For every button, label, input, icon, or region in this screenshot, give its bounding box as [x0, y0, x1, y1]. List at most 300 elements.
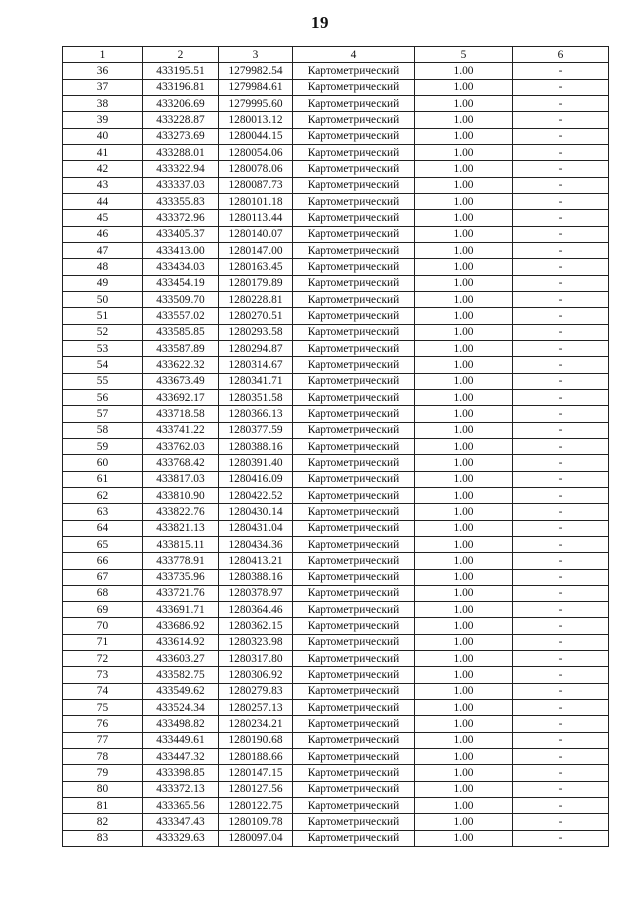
- method-cell: Картометрический: [293, 487, 415, 503]
- accuracy-cell: 1.00: [415, 553, 513, 569]
- y-coordinate-cell: 1280228.81: [219, 291, 293, 307]
- table-row: [63, 455, 609, 471]
- point-number-cell: 62: [63, 487, 143, 503]
- point-number-cell: 79: [63, 765, 143, 781]
- accuracy-cell: 1.00: [415, 79, 513, 95]
- accuracy-cell: 1.00: [415, 749, 513, 765]
- y-coordinate-cell: 1280257.13: [219, 700, 293, 716]
- method-cell: Картометрический: [293, 569, 415, 585]
- accuracy-cell: 1.00: [415, 520, 513, 536]
- y-coordinate-cell: 1280434.36: [219, 536, 293, 552]
- note-cell: -: [513, 716, 609, 732]
- note-cell: -: [513, 63, 609, 79]
- note-cell: -: [513, 487, 609, 503]
- y-coordinate-cell: 1280366.13: [219, 406, 293, 422]
- method-cell: Картометрический: [293, 700, 415, 716]
- coordinates-table: [62, 46, 609, 847]
- x-coordinate-cell: 433778.91: [143, 553, 219, 569]
- x-coordinate-cell: 433228.87: [143, 112, 219, 128]
- table-row: [63, 536, 609, 552]
- x-coordinate-cell: 433810.90: [143, 487, 219, 503]
- x-coordinate-cell: 433449.61: [143, 732, 219, 748]
- table-body: [63, 63, 609, 847]
- method-cell: Картометрический: [293, 340, 415, 356]
- table-row: [63, 585, 609, 601]
- accuracy-cell: 1.00: [415, 112, 513, 128]
- note-cell: -: [513, 651, 609, 667]
- x-coordinate-cell: 433509.70: [143, 291, 219, 307]
- accuracy-cell: 1.00: [415, 308, 513, 324]
- column-header: 2: [143, 47, 219, 63]
- table-row: [63, 210, 609, 226]
- x-coordinate-cell: 433735.96: [143, 569, 219, 585]
- y-coordinate-cell: 1280163.45: [219, 259, 293, 275]
- table-row: [63, 700, 609, 716]
- y-coordinate-cell: 1280377.59: [219, 422, 293, 438]
- table-row: [63, 226, 609, 242]
- method-cell: Картометрический: [293, 422, 415, 438]
- note-cell: -: [513, 373, 609, 389]
- point-number-cell: 59: [63, 438, 143, 454]
- note-cell: -: [513, 291, 609, 307]
- note-cell: -: [513, 422, 609, 438]
- y-coordinate-cell: 1280078.06: [219, 161, 293, 177]
- column-header: 3: [219, 47, 293, 63]
- table-row: [63, 242, 609, 258]
- x-coordinate-cell: 433454.19: [143, 275, 219, 291]
- table-row: [63, 177, 609, 193]
- accuracy-cell: 1.00: [415, 95, 513, 111]
- note-cell: -: [513, 357, 609, 373]
- x-coordinate-cell: 433365.56: [143, 798, 219, 814]
- table-row: [63, 259, 609, 275]
- y-coordinate-cell: 1280087.73: [219, 177, 293, 193]
- y-coordinate-cell: 1280388.16: [219, 569, 293, 585]
- accuracy-cell: 1.00: [415, 585, 513, 601]
- point-number-cell: 46: [63, 226, 143, 242]
- point-number-cell: 56: [63, 389, 143, 405]
- method-cell: Картометрический: [293, 406, 415, 422]
- point-number-cell: 55: [63, 373, 143, 389]
- method-cell: Картометрический: [293, 553, 415, 569]
- accuracy-cell: 1.00: [415, 128, 513, 144]
- method-cell: Картометрический: [293, 389, 415, 405]
- accuracy-cell: 1.00: [415, 193, 513, 209]
- accuracy-cell: 1.00: [415, 455, 513, 471]
- note-cell: -: [513, 569, 609, 585]
- method-cell: Картометрический: [293, 79, 415, 95]
- table-row: [63, 553, 609, 569]
- point-number-cell: 70: [63, 618, 143, 634]
- point-number-cell: 71: [63, 634, 143, 650]
- note-cell: -: [513, 504, 609, 520]
- method-cell: Картометрический: [293, 471, 415, 487]
- x-coordinate-cell: 433741.22: [143, 422, 219, 438]
- point-number-cell: 65: [63, 536, 143, 552]
- y-coordinate-cell: 1280270.51: [219, 308, 293, 324]
- accuracy-cell: 1.00: [415, 63, 513, 79]
- table-row: [63, 324, 609, 340]
- note-cell: -: [513, 226, 609, 242]
- table-row: [63, 814, 609, 830]
- x-coordinate-cell: 433822.76: [143, 504, 219, 520]
- table-row: [63, 291, 609, 307]
- x-coordinate-cell: 433582.75: [143, 667, 219, 683]
- point-number-cell: 38: [63, 95, 143, 111]
- y-coordinate-cell: 1280378.97: [219, 585, 293, 601]
- point-number-cell: 68: [63, 585, 143, 601]
- y-coordinate-cell: 1279984.61: [219, 79, 293, 95]
- x-coordinate-cell: 433692.17: [143, 389, 219, 405]
- table-row: [63, 634, 609, 650]
- point-number-cell: 63: [63, 504, 143, 520]
- point-number-cell: 82: [63, 814, 143, 830]
- x-coordinate-cell: 433398.85: [143, 765, 219, 781]
- accuracy-cell: 1.00: [415, 716, 513, 732]
- x-coordinate-cell: 433686.92: [143, 618, 219, 634]
- x-coordinate-cell: 433372.13: [143, 781, 219, 797]
- x-coordinate-cell: 433196.81: [143, 79, 219, 95]
- method-cell: Картометрический: [293, 112, 415, 128]
- point-number-cell: 57: [63, 406, 143, 422]
- note-cell: -: [513, 749, 609, 765]
- y-coordinate-cell: 1280179.89: [219, 275, 293, 291]
- x-coordinate-cell: 433603.27: [143, 651, 219, 667]
- accuracy-cell: 1.00: [415, 732, 513, 748]
- accuracy-cell: 1.00: [415, 340, 513, 356]
- y-coordinate-cell: 1280314.67: [219, 357, 293, 373]
- accuracy-cell: 1.00: [415, 781, 513, 797]
- table-row: [63, 781, 609, 797]
- point-number-cell: 37: [63, 79, 143, 95]
- method-cell: Картометрический: [293, 634, 415, 650]
- table-row: [63, 716, 609, 732]
- method-cell: Картометрический: [293, 63, 415, 79]
- point-number-cell: 36: [63, 63, 143, 79]
- x-coordinate-cell: 433337.03: [143, 177, 219, 193]
- table-row: [63, 765, 609, 781]
- table-row: [63, 749, 609, 765]
- y-coordinate-cell: 1279982.54: [219, 63, 293, 79]
- point-number-cell: 50: [63, 291, 143, 307]
- note-cell: -: [513, 455, 609, 471]
- note-cell: -: [513, 814, 609, 830]
- y-coordinate-cell: 1280109.78: [219, 814, 293, 830]
- y-coordinate-cell: 1280190.68: [219, 732, 293, 748]
- note-cell: -: [513, 177, 609, 193]
- point-number-cell: 81: [63, 798, 143, 814]
- note-cell: -: [513, 79, 609, 95]
- y-coordinate-cell: 1280364.46: [219, 602, 293, 618]
- accuracy-cell: 1.00: [415, 177, 513, 193]
- y-coordinate-cell: 1280416.09: [219, 471, 293, 487]
- method-cell: Картометрический: [293, 95, 415, 111]
- accuracy-cell: 1.00: [415, 634, 513, 650]
- point-number-cell: 75: [63, 700, 143, 716]
- x-coordinate-cell: 433768.42: [143, 455, 219, 471]
- y-coordinate-cell: 1280294.87: [219, 340, 293, 356]
- y-coordinate-cell: 1280422.52: [219, 487, 293, 503]
- method-cell: Картометрический: [293, 683, 415, 699]
- y-coordinate-cell: 1280101.18: [219, 193, 293, 209]
- table-row: [63, 357, 609, 373]
- point-number-cell: 80: [63, 781, 143, 797]
- method-cell: Картометрический: [293, 177, 415, 193]
- y-coordinate-cell: 1280351.58: [219, 389, 293, 405]
- table-row: [63, 193, 609, 209]
- accuracy-cell: 1.00: [415, 814, 513, 830]
- x-coordinate-cell: 433691.71: [143, 602, 219, 618]
- y-coordinate-cell: 1280013.12: [219, 112, 293, 128]
- table-row: [63, 651, 609, 667]
- y-coordinate-cell: 1280122.75: [219, 798, 293, 814]
- accuracy-cell: 1.00: [415, 144, 513, 160]
- note-cell: -: [513, 700, 609, 716]
- table-row: [63, 161, 609, 177]
- x-coordinate-cell: 433762.03: [143, 438, 219, 454]
- x-coordinate-cell: 433498.82: [143, 716, 219, 732]
- note-cell: -: [513, 798, 609, 814]
- point-number-cell: 42: [63, 161, 143, 177]
- method-cell: Картометрический: [293, 357, 415, 373]
- column-header: 5: [415, 47, 513, 63]
- method-cell: Картометрический: [293, 520, 415, 536]
- note-cell: -: [513, 242, 609, 258]
- page-number: 19: [311, 13, 329, 32]
- method-cell: Картометрический: [293, 667, 415, 683]
- accuracy-cell: 1.00: [415, 602, 513, 618]
- note-cell: -: [513, 112, 609, 128]
- table-row: [63, 373, 609, 389]
- x-coordinate-cell: 433721.76: [143, 585, 219, 601]
- accuracy-cell: 1.00: [415, 683, 513, 699]
- x-coordinate-cell: 433413.00: [143, 242, 219, 258]
- point-number-cell: 51: [63, 308, 143, 324]
- x-coordinate-cell: 433821.13: [143, 520, 219, 536]
- point-number-cell: 74: [63, 683, 143, 699]
- x-coordinate-cell: 433372.96: [143, 210, 219, 226]
- method-cell: Картометрический: [293, 438, 415, 454]
- y-coordinate-cell: 1280413.21: [219, 553, 293, 569]
- note-cell: -: [513, 389, 609, 405]
- table-row: [63, 504, 609, 520]
- note-cell: -: [513, 471, 609, 487]
- x-coordinate-cell: 433585.85: [143, 324, 219, 340]
- accuracy-cell: 1.00: [415, 487, 513, 503]
- table-row: [63, 144, 609, 160]
- point-number-cell: 47: [63, 242, 143, 258]
- y-coordinate-cell: 1280147.15: [219, 765, 293, 781]
- note-cell: -: [513, 585, 609, 601]
- point-number-cell: 83: [63, 830, 143, 846]
- y-coordinate-cell: 1280306.92: [219, 667, 293, 683]
- x-coordinate-cell: 433815.11: [143, 536, 219, 552]
- x-coordinate-cell: 433273.69: [143, 128, 219, 144]
- x-coordinate-cell: 433405.37: [143, 226, 219, 242]
- point-number-cell: 49: [63, 275, 143, 291]
- table-row: [63, 683, 609, 699]
- note-cell: -: [513, 536, 609, 552]
- method-cell: Картометрический: [293, 128, 415, 144]
- table-row: [63, 95, 609, 111]
- y-coordinate-cell: 1280323.98: [219, 634, 293, 650]
- note-cell: -: [513, 781, 609, 797]
- accuracy-cell: 1.00: [415, 765, 513, 781]
- column-header: 6: [513, 47, 609, 63]
- accuracy-cell: 1.00: [415, 357, 513, 373]
- x-coordinate-cell: 433355.83: [143, 193, 219, 209]
- point-number-cell: 52: [63, 324, 143, 340]
- point-number-cell: 44: [63, 193, 143, 209]
- method-cell: Картометрический: [293, 536, 415, 552]
- accuracy-cell: 1.00: [415, 324, 513, 340]
- method-cell: Картометрический: [293, 504, 415, 520]
- x-coordinate-cell: 433322.94: [143, 161, 219, 177]
- method-cell: Картометрический: [293, 226, 415, 242]
- table-row: [63, 340, 609, 356]
- method-cell: Картометрический: [293, 144, 415, 160]
- note-cell: -: [513, 128, 609, 144]
- table-row: [63, 389, 609, 405]
- x-coordinate-cell: 433195.51: [143, 63, 219, 79]
- method-cell: Картометрический: [293, 618, 415, 634]
- x-coordinate-cell: 433673.49: [143, 373, 219, 389]
- point-number-cell: 40: [63, 128, 143, 144]
- point-number-cell: 73: [63, 667, 143, 683]
- accuracy-cell: 1.00: [415, 389, 513, 405]
- table-row: [63, 308, 609, 324]
- accuracy-cell: 1.00: [415, 700, 513, 716]
- table-row: [63, 79, 609, 95]
- note-cell: -: [513, 406, 609, 422]
- note-cell: -: [513, 259, 609, 275]
- note-cell: -: [513, 732, 609, 748]
- y-coordinate-cell: 1280362.15: [219, 618, 293, 634]
- table-row: [63, 422, 609, 438]
- method-cell: Картометрический: [293, 291, 415, 307]
- point-number-cell: 54: [63, 357, 143, 373]
- method-cell: Картометрический: [293, 373, 415, 389]
- method-cell: Картометрический: [293, 716, 415, 732]
- note-cell: -: [513, 210, 609, 226]
- method-cell: Картометрический: [293, 242, 415, 258]
- note-cell: -: [513, 438, 609, 454]
- y-coordinate-cell: 1280431.04: [219, 520, 293, 536]
- point-number-cell: 69: [63, 602, 143, 618]
- y-coordinate-cell: 1280140.07: [219, 226, 293, 242]
- accuracy-cell: 1.00: [415, 667, 513, 683]
- table-row: [63, 602, 609, 618]
- note-cell: -: [513, 340, 609, 356]
- x-coordinate-cell: 433718.58: [143, 406, 219, 422]
- x-coordinate-cell: 433347.43: [143, 814, 219, 830]
- table-row: [63, 275, 609, 291]
- method-cell: Картометрический: [293, 455, 415, 471]
- note-cell: -: [513, 602, 609, 618]
- y-coordinate-cell: 1280113.44: [219, 210, 293, 226]
- x-coordinate-cell: 433817.03: [143, 471, 219, 487]
- y-coordinate-cell: 1280188.66: [219, 749, 293, 765]
- point-number-cell: 64: [63, 520, 143, 536]
- accuracy-cell: 1.00: [415, 438, 513, 454]
- accuracy-cell: 1.00: [415, 651, 513, 667]
- method-cell: Картометрический: [293, 275, 415, 291]
- y-coordinate-cell: 1280430.14: [219, 504, 293, 520]
- table-row: [63, 618, 609, 634]
- method-cell: Картометрический: [293, 602, 415, 618]
- table-row: [63, 128, 609, 144]
- point-number-cell: 43: [63, 177, 143, 193]
- method-cell: Картометрический: [293, 324, 415, 340]
- table-row: [63, 112, 609, 128]
- header-row: [63, 47, 609, 63]
- table-row: [63, 520, 609, 536]
- column-header: 4: [293, 47, 415, 63]
- table-row: [63, 798, 609, 814]
- y-coordinate-cell: 1280317.80: [219, 651, 293, 667]
- table-row: [63, 732, 609, 748]
- table-row: [63, 569, 609, 585]
- point-number-cell: 48: [63, 259, 143, 275]
- x-coordinate-cell: 433434.03: [143, 259, 219, 275]
- accuracy-cell: 1.00: [415, 226, 513, 242]
- note-cell: -: [513, 324, 609, 340]
- table-row: [63, 438, 609, 454]
- accuracy-cell: 1.00: [415, 504, 513, 520]
- table-header: [63, 47, 609, 63]
- point-number-cell: 53: [63, 340, 143, 356]
- y-coordinate-cell: 1280044.15: [219, 128, 293, 144]
- method-cell: Картометрический: [293, 651, 415, 667]
- accuracy-cell: 1.00: [415, 259, 513, 275]
- method-cell: Картометрический: [293, 814, 415, 830]
- accuracy-cell: 1.00: [415, 242, 513, 258]
- accuracy-cell: 1.00: [415, 618, 513, 634]
- y-coordinate-cell: 1279995.60: [219, 95, 293, 111]
- y-coordinate-cell: 1280388.16: [219, 438, 293, 454]
- note-cell: -: [513, 308, 609, 324]
- method-cell: Картометрический: [293, 781, 415, 797]
- table-row: [63, 63, 609, 79]
- method-cell: Картометрический: [293, 210, 415, 226]
- accuracy-cell: 1.00: [415, 422, 513, 438]
- point-number-cell: 60: [63, 455, 143, 471]
- y-coordinate-cell: 1280147.00: [219, 242, 293, 258]
- method-cell: Картометрический: [293, 585, 415, 601]
- y-coordinate-cell: 1280234.21: [219, 716, 293, 732]
- x-coordinate-cell: 433614.92: [143, 634, 219, 650]
- method-cell: Картометрический: [293, 798, 415, 814]
- note-cell: -: [513, 144, 609, 160]
- note-cell: -: [513, 275, 609, 291]
- point-number-cell: 72: [63, 651, 143, 667]
- method-cell: Картометрический: [293, 765, 415, 781]
- x-coordinate-cell: 433549.62: [143, 683, 219, 699]
- point-number-cell: 58: [63, 422, 143, 438]
- x-coordinate-cell: 433447.32: [143, 749, 219, 765]
- accuracy-cell: 1.00: [415, 798, 513, 814]
- x-coordinate-cell: 433288.01: [143, 144, 219, 160]
- accuracy-cell: 1.00: [415, 569, 513, 585]
- x-coordinate-cell: 433524.34: [143, 700, 219, 716]
- y-coordinate-cell: 1280341.71: [219, 373, 293, 389]
- point-number-cell: 67: [63, 569, 143, 585]
- y-coordinate-cell: 1280097.04: [219, 830, 293, 846]
- note-cell: -: [513, 161, 609, 177]
- table-row: [63, 487, 609, 503]
- accuracy-cell: 1.00: [415, 406, 513, 422]
- note-cell: -: [513, 634, 609, 650]
